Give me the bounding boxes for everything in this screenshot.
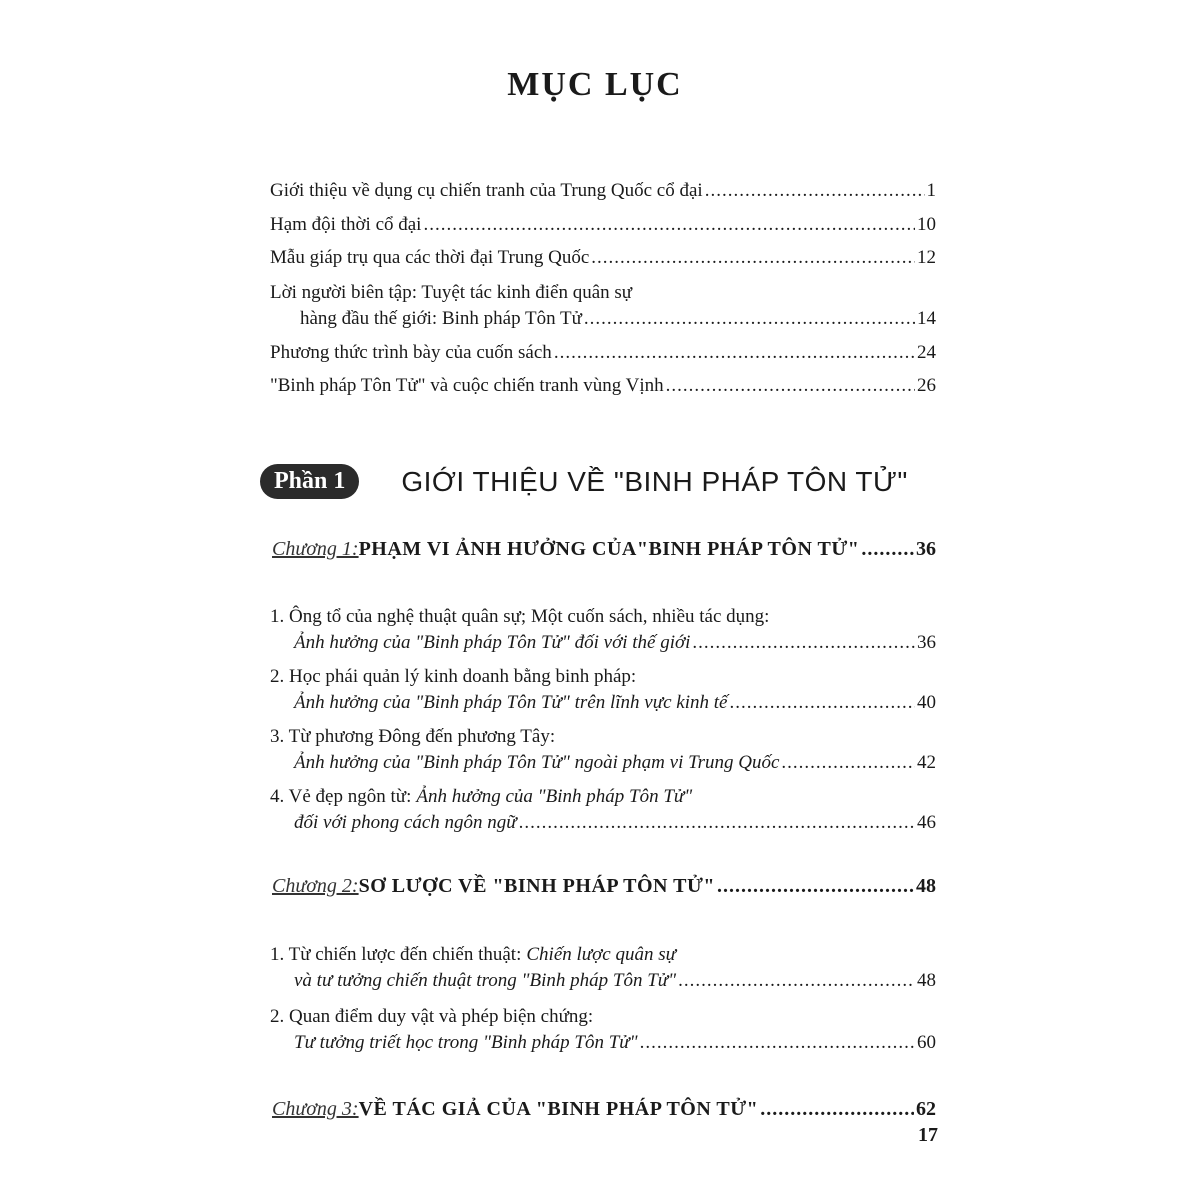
entry-label-cont: Ảnh hưởng của "Binh pháp Tôn Tử" đối với thế giới — [294, 632, 691, 653]
leader-dots — [666, 373, 915, 399]
entry-label: 2. Quan điểm duy vật và phép biện chứng: — [270, 1006, 594, 1027]
chapter-page: 62 — [916, 1098, 936, 1120]
leader-dots — [584, 306, 915, 332]
leader-dots — [423, 212, 915, 238]
leader-dots — [760, 1098, 914, 1121]
chapter-page: 48 — [916, 875, 936, 897]
leader-dots — [678, 968, 915, 994]
entry-label: Giới thiệu về dụng cụ chiến tranh của Trung Quốc cổ đại — [270, 180, 703, 201]
chapter-heading — [272, 875, 936, 898]
entry-label: Lời người biên tập: Tuyệt tác kinh điển quân sự — [270, 282, 633, 303]
entry-label-cont: Ảnh hưởng của "Binh pháp Tôn Tử" trên lĩnh vực kinh tế — [294, 692, 728, 713]
chapter-title: VỀ TÁC GIẢ CỦA "BINH PHÁP TÔN TỬ" — [358, 1098, 759, 1120]
leader-dots — [705, 178, 925, 204]
toc-entry — [270, 784, 936, 836]
leader-dots — [692, 630, 915, 656]
toc-entry — [270, 212, 936, 238]
toc-entry — [270, 664, 936, 716]
entry-label: 1. Từ chiến lược đến chiến thuật: — [270, 944, 522, 965]
entry-page: 1 — [926, 180, 936, 201]
entry-label-cont: Tư tưởng triết học trong "Binh pháp Tôn Tử" — [294, 1032, 638, 1053]
toc-entry — [270, 724, 936, 776]
entry-label: 4. Vẻ đẹp ngôn từ: — [270, 786, 412, 807]
toc-entry — [270, 604, 936, 656]
part-heading — [260, 464, 908, 499]
entry-label: Hạm đội thời cổ đại — [270, 214, 422, 235]
chapter-heading — [272, 538, 936, 561]
leader-dots — [861, 538, 914, 561]
leader-dots — [591, 245, 915, 271]
entry-page: 60 — [917, 1032, 936, 1053]
chapter-label: Chương 2: — [272, 875, 359, 897]
toc-entry — [270, 942, 936, 994]
chapter-title: SƠ LƯỢC VỀ "BINH PHÁP TÔN TỬ" — [358, 875, 715, 897]
part-title: GIỚI THIỆU VỀ "BINH PHÁP TÔN TỬ" — [401, 465, 908, 497]
leader-dots — [717, 875, 914, 898]
leader-dots — [554, 340, 915, 366]
page-number: 17 — [918, 1124, 938, 1146]
leader-dots — [781, 750, 915, 776]
leader-dots — [519, 810, 915, 836]
entry-page: 36 — [917, 632, 936, 653]
entry-page: 26 — [917, 375, 936, 396]
entry-label-italic: Ảnh hưởng của "Binh pháp Tôn Tử" — [416, 786, 693, 807]
part-badge: Phần 1 — [260, 464, 359, 499]
entry-page: 48 — [917, 970, 936, 991]
entry-page: 10 — [917, 214, 936, 235]
entry-label-cont: hàng đầu thế giới: Binh pháp Tôn Tử — [300, 308, 582, 329]
chapter-label: Chương 1: — [272, 538, 359, 560]
entry-page: 42 — [917, 752, 936, 773]
toc-entry — [270, 178, 936, 204]
toc-entry — [270, 373, 936, 399]
toc-entry — [270, 1004, 936, 1056]
entry-label-cont: đối với phong cách ngôn ngữ — [294, 812, 517, 833]
page-title: MỤC LỤC — [507, 66, 683, 103]
entry-page: 40 — [917, 692, 936, 713]
leader-dots — [640, 1030, 915, 1056]
toc-entry — [270, 280, 936, 332]
toc-entry — [270, 245, 936, 271]
entry-label-italic: Chiến lược quân sự — [526, 944, 676, 965]
entry-page: 46 — [917, 812, 936, 833]
entry-page: 24 — [917, 342, 936, 363]
entry-page: 14 — [917, 308, 936, 329]
entry-label-cont: và tư tưởng chiến thuật trong "Binh pháp Tôn Tử" — [294, 970, 677, 991]
entry-label: 3. Từ phương Đông đến phương Tây: — [270, 726, 556, 747]
chapter-heading — [272, 1098, 936, 1121]
entry-label: "Binh pháp Tôn Tử" và cuộc chiến tranh vùng Vịnh — [270, 375, 664, 396]
toc-entry — [270, 340, 936, 366]
entry-label-cont: Ảnh hưởng của "Binh pháp Tôn Tử" ngoài phạm vi Trung Quốc — [294, 752, 780, 773]
chapter-title: PHẠM VI ẢNH HƯỞNG CỦA"BINH PHÁP TÔN TỬ" — [358, 538, 860, 560]
chapter-page: 36 — [916, 538, 936, 560]
leader-dots — [729, 690, 915, 716]
entry-label: 2. Học phái quản lý kinh doanh bằng binh pháp: — [270, 666, 637, 687]
entry-page: 12 — [917, 247, 936, 268]
chapter-label: Chương 3: — [272, 1098, 359, 1120]
entry-label: 1. Ông tổ của nghệ thuật quân sự; Một cuốn sách, nhiều tác dụng: — [270, 606, 770, 627]
entry-label: Mẫu giáp trụ qua các thời đại Trung Quốc — [270, 247, 590, 268]
entry-label: Phương thức trình bày của cuốn sách — [270, 342, 552, 363]
